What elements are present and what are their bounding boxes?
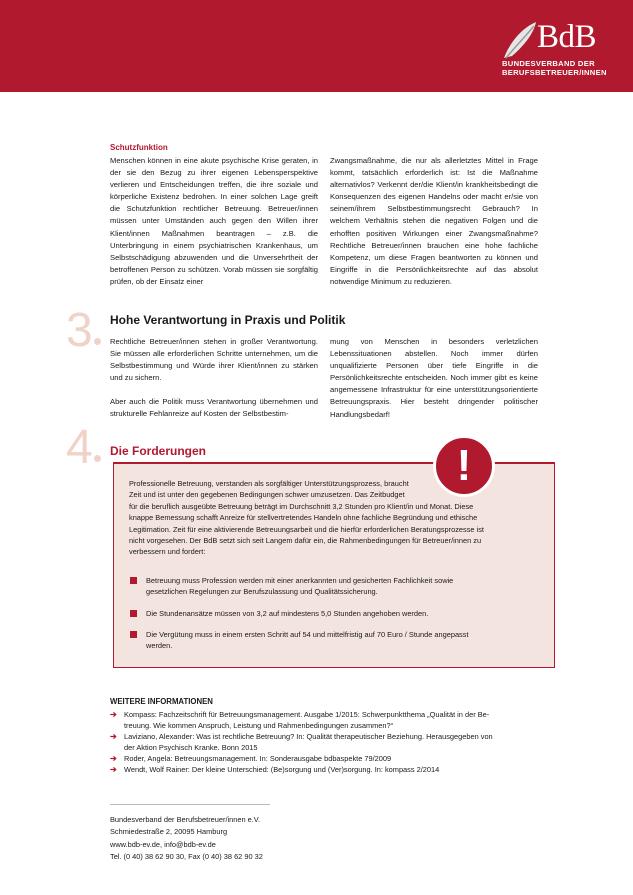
demand-line: Die Vergütung muss in einem ersten Schritt auf 54 und mittelfristig auf 70 Euro / Stunde angepasst <box>146 630 469 639</box>
demands-intro <box>129 478 484 558</box>
intro-line: nicht vorgesehen. Der BdB setzt sich seit Langem dafür ein, die Rahmenbedingungen für Betreuer/innen zu <box>129 536 482 546</box>
footer-phone: Tel. (0 40) 38 62 90 30, Fax (0 40) 38 62 90 32 <box>110 852 263 862</box>
section-3-column-1-p1: Rechtliche Betreuer/innen stehen in großer Verantwortung. Sie müssen alle erforderlichen Schritte unternehmen, um die Selbstbestimmung und Würde ihrer Klient/innen zu stärken und zu sichern. <box>110 337 318 383</box>
info-item <box>124 753 564 764</box>
logo-subtitle-line-2: BERUFSBETREUER/INNEN <box>502 68 607 77</box>
demand-line: Die Stundenansätze müssen von 3,2 auf mindestens 5,0 Stunden angehoben werden. <box>146 609 429 618</box>
logo-subtitle <box>502 59 607 77</box>
intro-line: knappe Bemessung schafft Anreize für stellvertretendes Handeln ohne fachliche Begründung und ethische <box>129 513 478 523</box>
info-line: treuung. Wie kommen Anspruch, Leistung und Rahmenbedingungen zusammen?“ <box>124 721 394 731</box>
info-line: Wendt, Wolf Rainer: Der kleine Unterschied: (Be)sorgung und (Ver)sorgung. In: kompass 2/2014 <box>124 765 440 774</box>
footer-web-link[interactable]: www.bdb-ev.de, info@bdb-ev.de <box>110 839 216 849</box>
info-item <box>124 764 564 775</box>
section-3-dot <box>94 338 101 345</box>
demand-item <box>146 629 469 652</box>
footer-divider <box>110 804 270 805</box>
arrow-right-icon: ➔ <box>110 732 117 741</box>
logo-subtitle-line-1: BUNDESVERBAND DER <box>502 59 595 68</box>
bullet-square-icon <box>130 610 137 617</box>
info-line: Kompass: Fachzeitschrift für Betreuungsmanagement. Ausgabe 1/2015: Schwerpunktthema „Qualität in der Be- <box>124 710 490 719</box>
arrow-right-icon: ➔ <box>110 754 117 763</box>
arrow-right-icon: ➔ <box>110 710 117 719</box>
intro-line: Zeit und ist unter den gegebenen Bedingungen schwer umzusetzen. Das Zeitbudget <box>129 490 405 500</box>
demand-line: Betreuung muss Profession werden mit einer anerkannten und gesicherten Fachlichkeit sowie <box>146 576 454 585</box>
footer-street: Schmiedestraße 2, 20095 Hamburg <box>110 827 228 837</box>
info-line: der Aktion Psychisch Kranke. Bonn 2015 <box>124 743 258 753</box>
info-item <box>124 709 564 731</box>
section-3-column-2: mung von Menschen in besonders verletzlichen Lebenssituationen abstellen. Noch immer dürfen unqualifizierte Personen über tiefe Eingriffe in die Persönlichkeitsrechte entscheiden. Noch immer gibt es keine angemessene Infrastruktur für eine unterstützungsorientierte Betreuungspraxis. Hier besteht dringender politischer Handlungsbedarf! <box>330 337 538 419</box>
intro-line: für die beruflich ausgeübte Betreuung beträgt im Durchschnitt 3,2 Stunden pro Klient/in und Monat. Diese <box>129 501 474 511</box>
further-info-heading: WEITERE INFORMATIONEN <box>110 697 213 706</box>
section-3-title: Hohe Verantwortung in Praxis und Politik <box>110 313 346 327</box>
footer-address <box>110 814 263 864</box>
footer-org: Bundesverband der Berufsbetreuer/innen e.V. <box>110 815 261 824</box>
info-item <box>124 731 564 753</box>
section-4-number: 4 <box>66 421 93 474</box>
info-line: Laviziano, Alexander: Was ist rechtliche Betreuung? In: Qualität therapeutischer Beziehung. Herausgegeben von <box>124 732 493 741</box>
exclamation-mark: ! <box>456 441 472 490</box>
section-4-title: Die Forderungen <box>110 444 207 458</box>
section-3-column-1-p2: Aber auch die Politik muss Verantwortung übernehmen und strukturelle Fehlanreize auf Kosten der Selbstbestim- <box>110 397 318 419</box>
bullet-square-icon <box>130 631 137 638</box>
info-line: Roder, Angela: Betreuungsmanagement. In: Sonderausgabe bdbaspekte 79/2009 <box>124 754 392 763</box>
bullet-square-icon <box>130 577 137 584</box>
demand-item <box>146 608 428 619</box>
schutzfunktion-heading: Schutzfunktion <box>110 143 168 152</box>
section-3-number: 3 <box>66 304 93 357</box>
intro-line: Legitimation. Zeit für eine aktivierende Betreuungsarbeit und die hierfür erforderlichen Beratungsprozesse ist <box>129 524 484 534</box>
demand-line: gesetzlichen Regelungen zur Berufszulassung und Qualitätssicherung. <box>146 587 378 597</box>
arrow-right-icon: ➔ <box>110 765 117 774</box>
section-4-dot <box>94 455 101 462</box>
intro-line: verbessern und fordert: <box>129 547 206 557</box>
demand-line: werden. <box>146 641 173 651</box>
intro-line: Professionelle Betreuung, verstanden als sorgfältiger Unterstützungsprozess, braucht <box>129 479 409 488</box>
schutz-column-2: Zwangsmaßnahme, die nur als allerletztes Mittel in Frage kommt, tatsächlich erforderlich ist: Ist die Maßnahme alternativlos? Verkennt der/die Klient/in krankheitsbedingt die Konsequenzen des eigenen Handelns oder macht er/sie von seinem/ihrem Selbstbestimmungsrecht Gebrauch? In welchem Verhältnis stehen die negativen Folgen und die erhofften positiven Wirkungen einer Zwangsmaßnahme? Rechtliche Betreuer/innen brauchen eine hohe fachliche Kompetenz, um diese Fragen beantworten zu können und Eingriffe in die Persönlichkeitsrechte auf das absolut notwendige Minimum zu reduzieren. <box>330 156 538 286</box>
schutz-column-1: Menschen können in eine akute psychische Krise geraten, in der sie den Bezug zu ihrer eigenen Lebensperspektive verlieren und Entscheidungen treffen, die ihre soziale und körperliche Existenz bedrohen. In einer solchen Lage greift die Schutzfunktion rechtlicher Betreuung. Betreuer/innen müssen unter Umständen auch gegen den Willen ihrer Klient/innen Maßnahmen beantragen – z.B. die Unterbringung in einem psychiatrischen Krankenhaus, um Selbstschädigung abzuwenden und die Unversehrtheit der betroffenen Person zu schützen. Vorab müssen sie sorgfältig prüfen, ob der Einsatz einer <box>110 156 318 286</box>
logo-wordmark: BdB <box>537 19 597 55</box>
demand-item <box>146 575 453 598</box>
